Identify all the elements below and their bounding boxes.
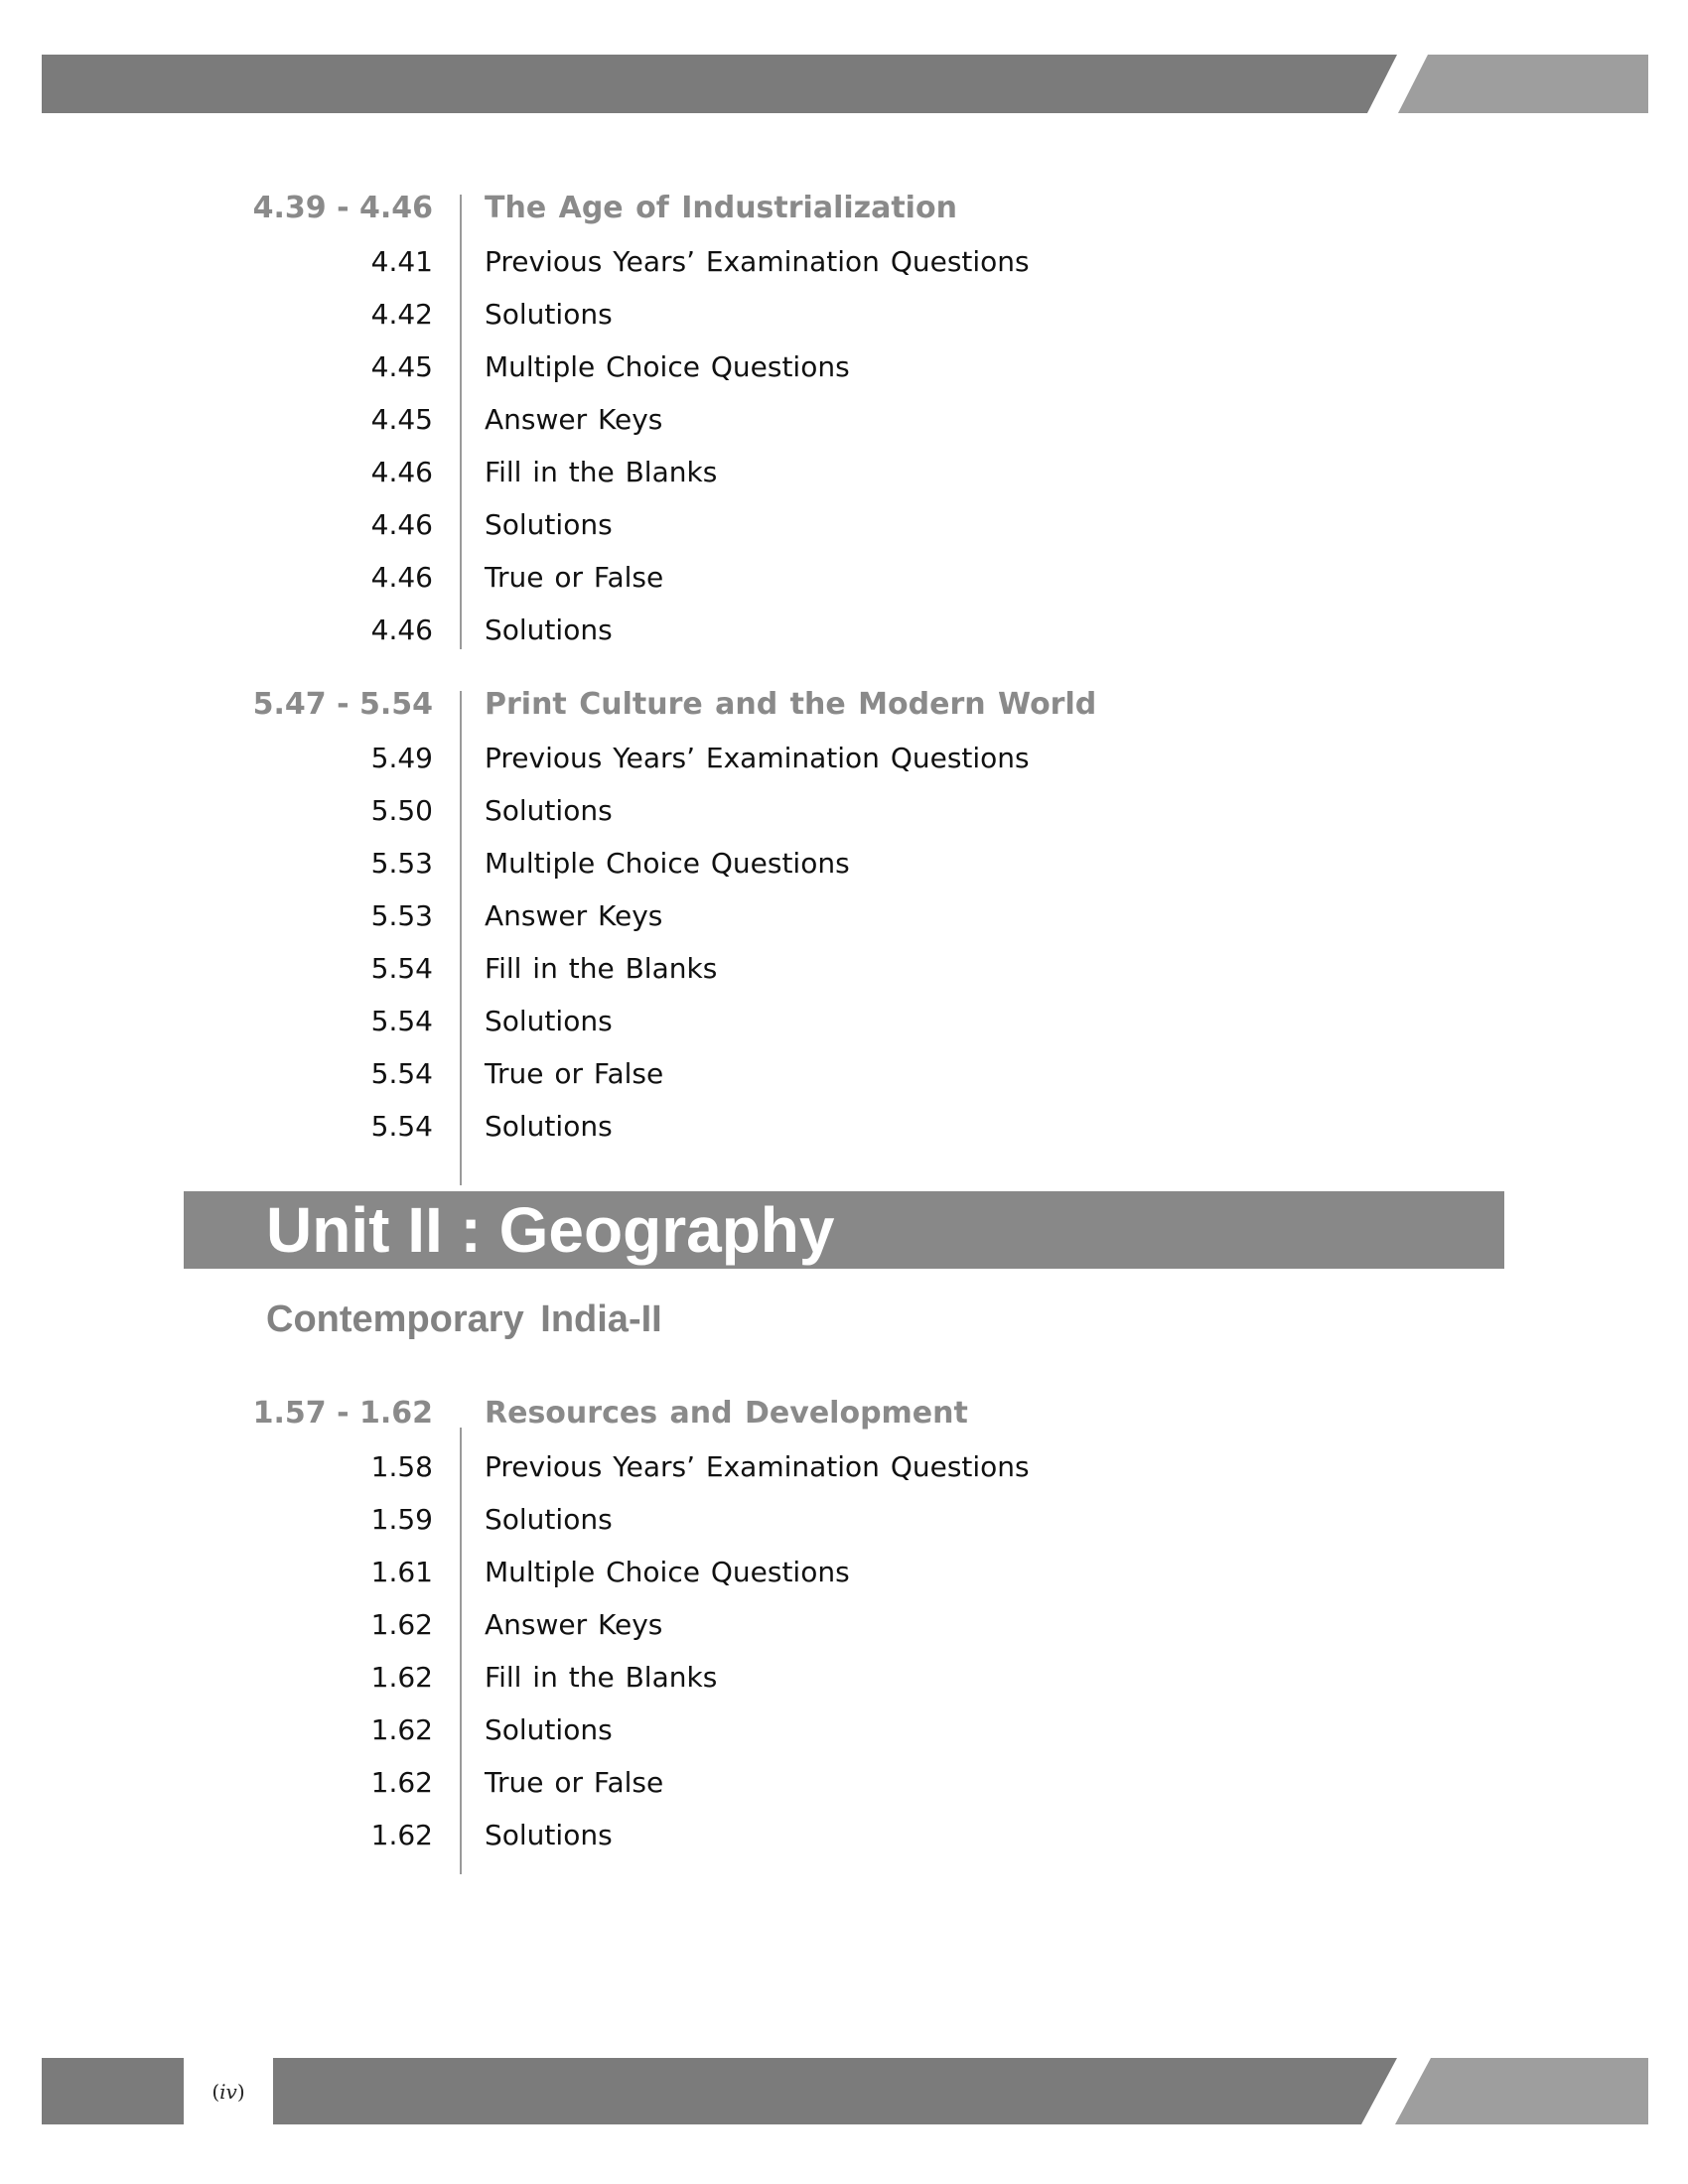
footer-band-tab bbox=[1395, 2058, 1648, 2124]
toc-entry-page: 4.45 bbox=[370, 350, 433, 383]
toc-entry-page: 1.62 bbox=[370, 1766, 433, 1799]
toc-entry[interactable] bbox=[0, 1704, 1688, 1756]
unit-banner bbox=[184, 1191, 1504, 1269]
toc-entry-label: True or False bbox=[485, 561, 664, 594]
toc-entry-page: 4.46 bbox=[370, 508, 433, 541]
toc-entry[interactable] bbox=[0, 393, 1688, 446]
toc-entry[interactable] bbox=[0, 889, 1688, 942]
toc-entry-label: Solutions bbox=[485, 614, 613, 646]
toc-entry-label: Solutions bbox=[485, 1713, 613, 1746]
toc-entry-label: Fill in the Blanks bbox=[485, 1661, 718, 1694]
toc-entry[interactable] bbox=[0, 1809, 1688, 1861]
toc-entry-page: 1.58 bbox=[370, 1450, 433, 1483]
toc-entry-label: Answer Keys bbox=[485, 1608, 663, 1641]
toc-entry-label: Solutions bbox=[485, 1110, 613, 1143]
subheading: Contemporary India-II bbox=[266, 1298, 662, 1340]
toc-entry-page: 5.54 bbox=[370, 1057, 433, 1090]
toc-entry-page: 1.59 bbox=[370, 1503, 433, 1536]
toc-entry-page: 1.62 bbox=[370, 1713, 433, 1746]
toc-entry-page: 5.49 bbox=[370, 742, 433, 774]
toc-entry[interactable] bbox=[0, 1047, 1688, 1100]
toc-entry-page: 5.53 bbox=[370, 899, 433, 932]
toc-entry-label: Solutions bbox=[485, 508, 613, 541]
toc-entry-label: True or False bbox=[485, 1057, 664, 1090]
toc-entry[interactable] bbox=[0, 1756, 1688, 1809]
toc-entry[interactable] bbox=[0, 341, 1688, 393]
toc-entry[interactable] bbox=[0, 942, 1688, 995]
toc-entry-label: Solutions bbox=[485, 1005, 613, 1037]
toc-entry-label: Multiple Choice Questions bbox=[485, 1556, 850, 1588]
header-band bbox=[42, 55, 1397, 113]
toc-entry-page: 4.46 bbox=[370, 614, 433, 646]
toc-section-heading[interactable] bbox=[0, 1387, 1688, 1439]
toc-entry[interactable] bbox=[0, 732, 1688, 784]
toc-entry-label: Fill in the Blanks bbox=[485, 456, 718, 488]
toc-entry[interactable] bbox=[0, 1100, 1688, 1153]
toc-entry[interactable] bbox=[0, 288, 1688, 341]
toc-entry[interactable] bbox=[0, 1493, 1688, 1546]
toc-entry-page: 4.45 bbox=[370, 403, 433, 436]
toc-section-title: The Age of Industrialization bbox=[485, 191, 957, 225]
toc-entry[interactable] bbox=[0, 551, 1688, 604]
header-band-tab bbox=[1398, 55, 1648, 113]
toc-entry[interactable] bbox=[0, 604, 1688, 656]
toc-section-title: Print Culture and the Modern World bbox=[485, 687, 1097, 722]
toc-entry-page: 4.46 bbox=[370, 456, 433, 488]
toc-entry-label: Previous Years’ Examination Questions bbox=[485, 742, 1030, 774]
toc-entry-page: 4.42 bbox=[370, 298, 433, 331]
toc-entry-page: 5.53 bbox=[370, 847, 433, 880]
toc-entry-label: Fill in the Blanks bbox=[485, 952, 718, 985]
toc-entry-page: 5.50 bbox=[370, 794, 433, 827]
toc-entry-label: True or False bbox=[485, 1766, 664, 1799]
toc-entry-page: 4.46 bbox=[370, 561, 433, 594]
toc-entry-page: 1.62 bbox=[370, 1608, 433, 1641]
toc-section-heading[interactable] bbox=[0, 182, 1688, 234]
page-number: ( iv ) bbox=[184, 2058, 273, 2124]
toc-entry[interactable] bbox=[0, 1440, 1688, 1493]
toc-entry-label: Answer Keys bbox=[485, 403, 663, 436]
toc-entry[interactable] bbox=[0, 446, 1688, 498]
toc-entry[interactable] bbox=[0, 784, 1688, 837]
page-number-value: iv bbox=[219, 2079, 237, 2104]
toc-entry-page: 1.61 bbox=[370, 1556, 433, 1588]
toc-section-title: Resources and Development bbox=[485, 1396, 968, 1431]
toc-section-range: 5.47 - 5.54 bbox=[252, 687, 433, 722]
toc-entry-label: Solutions bbox=[485, 298, 613, 331]
toc-entry[interactable] bbox=[0, 1598, 1688, 1651]
toc-section-range: 1.57 - 1.62 bbox=[252, 1396, 433, 1431]
toc-section-heading[interactable] bbox=[0, 678, 1688, 731]
toc-entry-label: Previous Years’ Examination Questions bbox=[485, 1450, 1030, 1483]
toc-entry-page: 4.41 bbox=[370, 245, 433, 278]
unit-title: Unit II : Geography bbox=[266, 1194, 835, 1266]
toc-entry-page: 5.54 bbox=[370, 952, 433, 985]
toc-entry[interactable] bbox=[0, 498, 1688, 551]
toc-entry-page: 1.62 bbox=[370, 1819, 433, 1851]
toc-entry-label: Solutions bbox=[485, 1819, 613, 1851]
toc-entry-page: 5.54 bbox=[370, 1005, 433, 1037]
toc-entry-label: Solutions bbox=[485, 1503, 613, 1536]
toc-section-range: 4.39 - 4.46 bbox=[252, 191, 433, 225]
toc-entry-page: 1.62 bbox=[370, 1661, 433, 1694]
toc-entry-label: Multiple Choice Questions bbox=[485, 847, 850, 880]
toc-entry[interactable] bbox=[0, 837, 1688, 889]
toc-entry[interactable] bbox=[0, 1546, 1688, 1598]
toc-entry-page: 5.54 bbox=[370, 1110, 433, 1143]
toc-entry-label: Answer Keys bbox=[485, 899, 663, 932]
toc-entry[interactable] bbox=[0, 1651, 1688, 1704]
toc-entry[interactable] bbox=[0, 235, 1688, 288]
toc-entry-label: Solutions bbox=[485, 794, 613, 827]
toc-entry[interactable] bbox=[0, 995, 1688, 1047]
toc-entry-label: Previous Years’ Examination Questions bbox=[485, 245, 1030, 278]
toc-entry-label: Multiple Choice Questions bbox=[485, 350, 850, 383]
